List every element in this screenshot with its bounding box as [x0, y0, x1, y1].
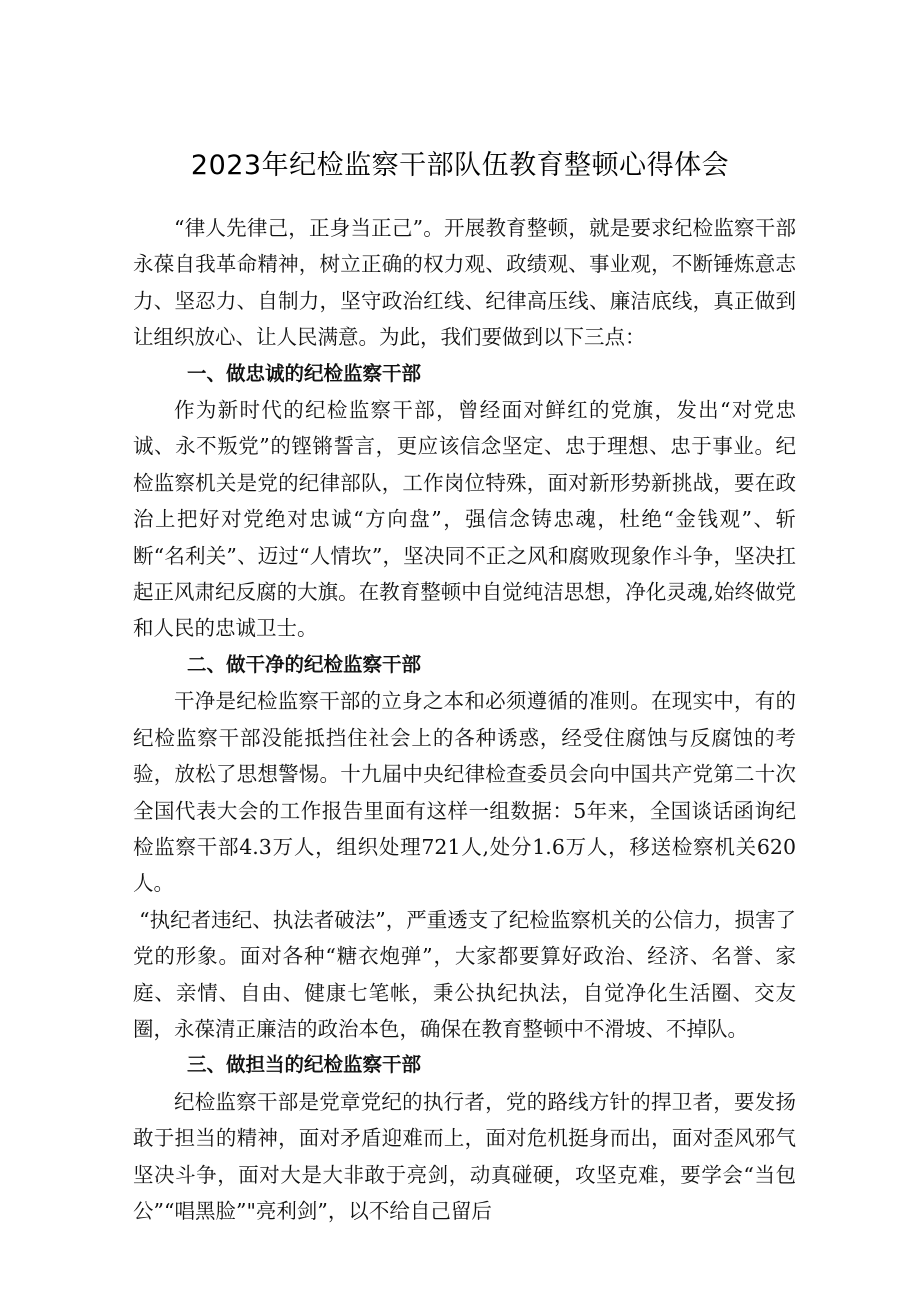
- section-paragraph: 干净是纪检监察干部的立身之本和必须遵循的准则。在现实中，有的纪检监察干部没能抵挡住社会上的各种诱惑，经受住腐蚀与反腐蚀的考验，放松了思想警惕。十九届中央纪律检查委员会向中国共产党第二十次全国代表大会的工作报告里面有这样一组数据：5年来，全国谈话函询纪检监察干部4.3万人，组织处理721人,处分1.6万人，移送检察机关620人。: [133, 689, 796, 896]
- document-body: [133, 210, 796, 1229]
- section-heading-responsible: 三、做担当的纪检监察干部: [187, 1053, 422, 1077]
- document-title: 2023年纪检监察干部队伍教育整顿心得体会: [190, 150, 730, 181]
- section-paragraph: “执纪者违纪、执法者破法”，严重透支了纪检监察机关的公信力，损害了党的形象。面对各种“糖衣炮弹”，大家都要算好政治、经济、名誉、家庭、亲情、自由、健康七笔帐，秉公执纪执法，自觉净化生活圈、交友圈，永葆清正廉洁的政治本色，确保在教育整顿中不滑坡、不掉队。: [133, 907, 796, 1041]
- section-heading-loyal: 一、做忠诚的纪检监察干部: [187, 361, 422, 385]
- section-paragraph: 作为新时代的纪检监察干部，曾经面对鲜红的党旗，发出“对党忠诚、永不叛党”的铿锵誓言，更应该信念坚定、忠于理想、忠于事业。纪检监察机关是党的纪律部队，工作岗位特殊，面对新形势新挑战，要在政治上把好对党绝对忠诚“方向盘”，强信念铸忠魂，杜绝“金钱观”、斩断“名利关”、迈过“人情坎”，坚决同不正之风和腐败现象作斗争，坚决扛起正风肃纪反腐的大旗。在教育整顿中自觉纯洁思想，净化灵魂,始终做党和人民的忠诚卫士。: [133, 398, 796, 641]
- section-heading-clean: 二、做干净的纪检监察干部: [187, 652, 422, 676]
- section-paragraph: 纪检监察干部是党章党纪的执行者，党的路线方针的捍卫者，要发扬敢于担当的精神，面对矛盾迎难而上，面对危机挺身而出，面对歪风邪气坚决斗争，面对大是大非敢于亮剑，动真碰硬，攻坚克难，要学会“当包公”“唱黑脸”"亮利剑”，以不给自己留后: [133, 1089, 796, 1223]
- intro-paragraph: “律人先律己，正身当正己”。开展教育整顿，就是要求纪检监察干部永葆自我革命精神，树立正确的权力观、政绩观、事业观，不断锤炼意志力、坚忍力、自制力，坚守政治红线、纪律高压线、廉洁底线，真正做到让组织放心、让人民满意。为此，我们要做到以下三点：: [133, 216, 796, 350]
